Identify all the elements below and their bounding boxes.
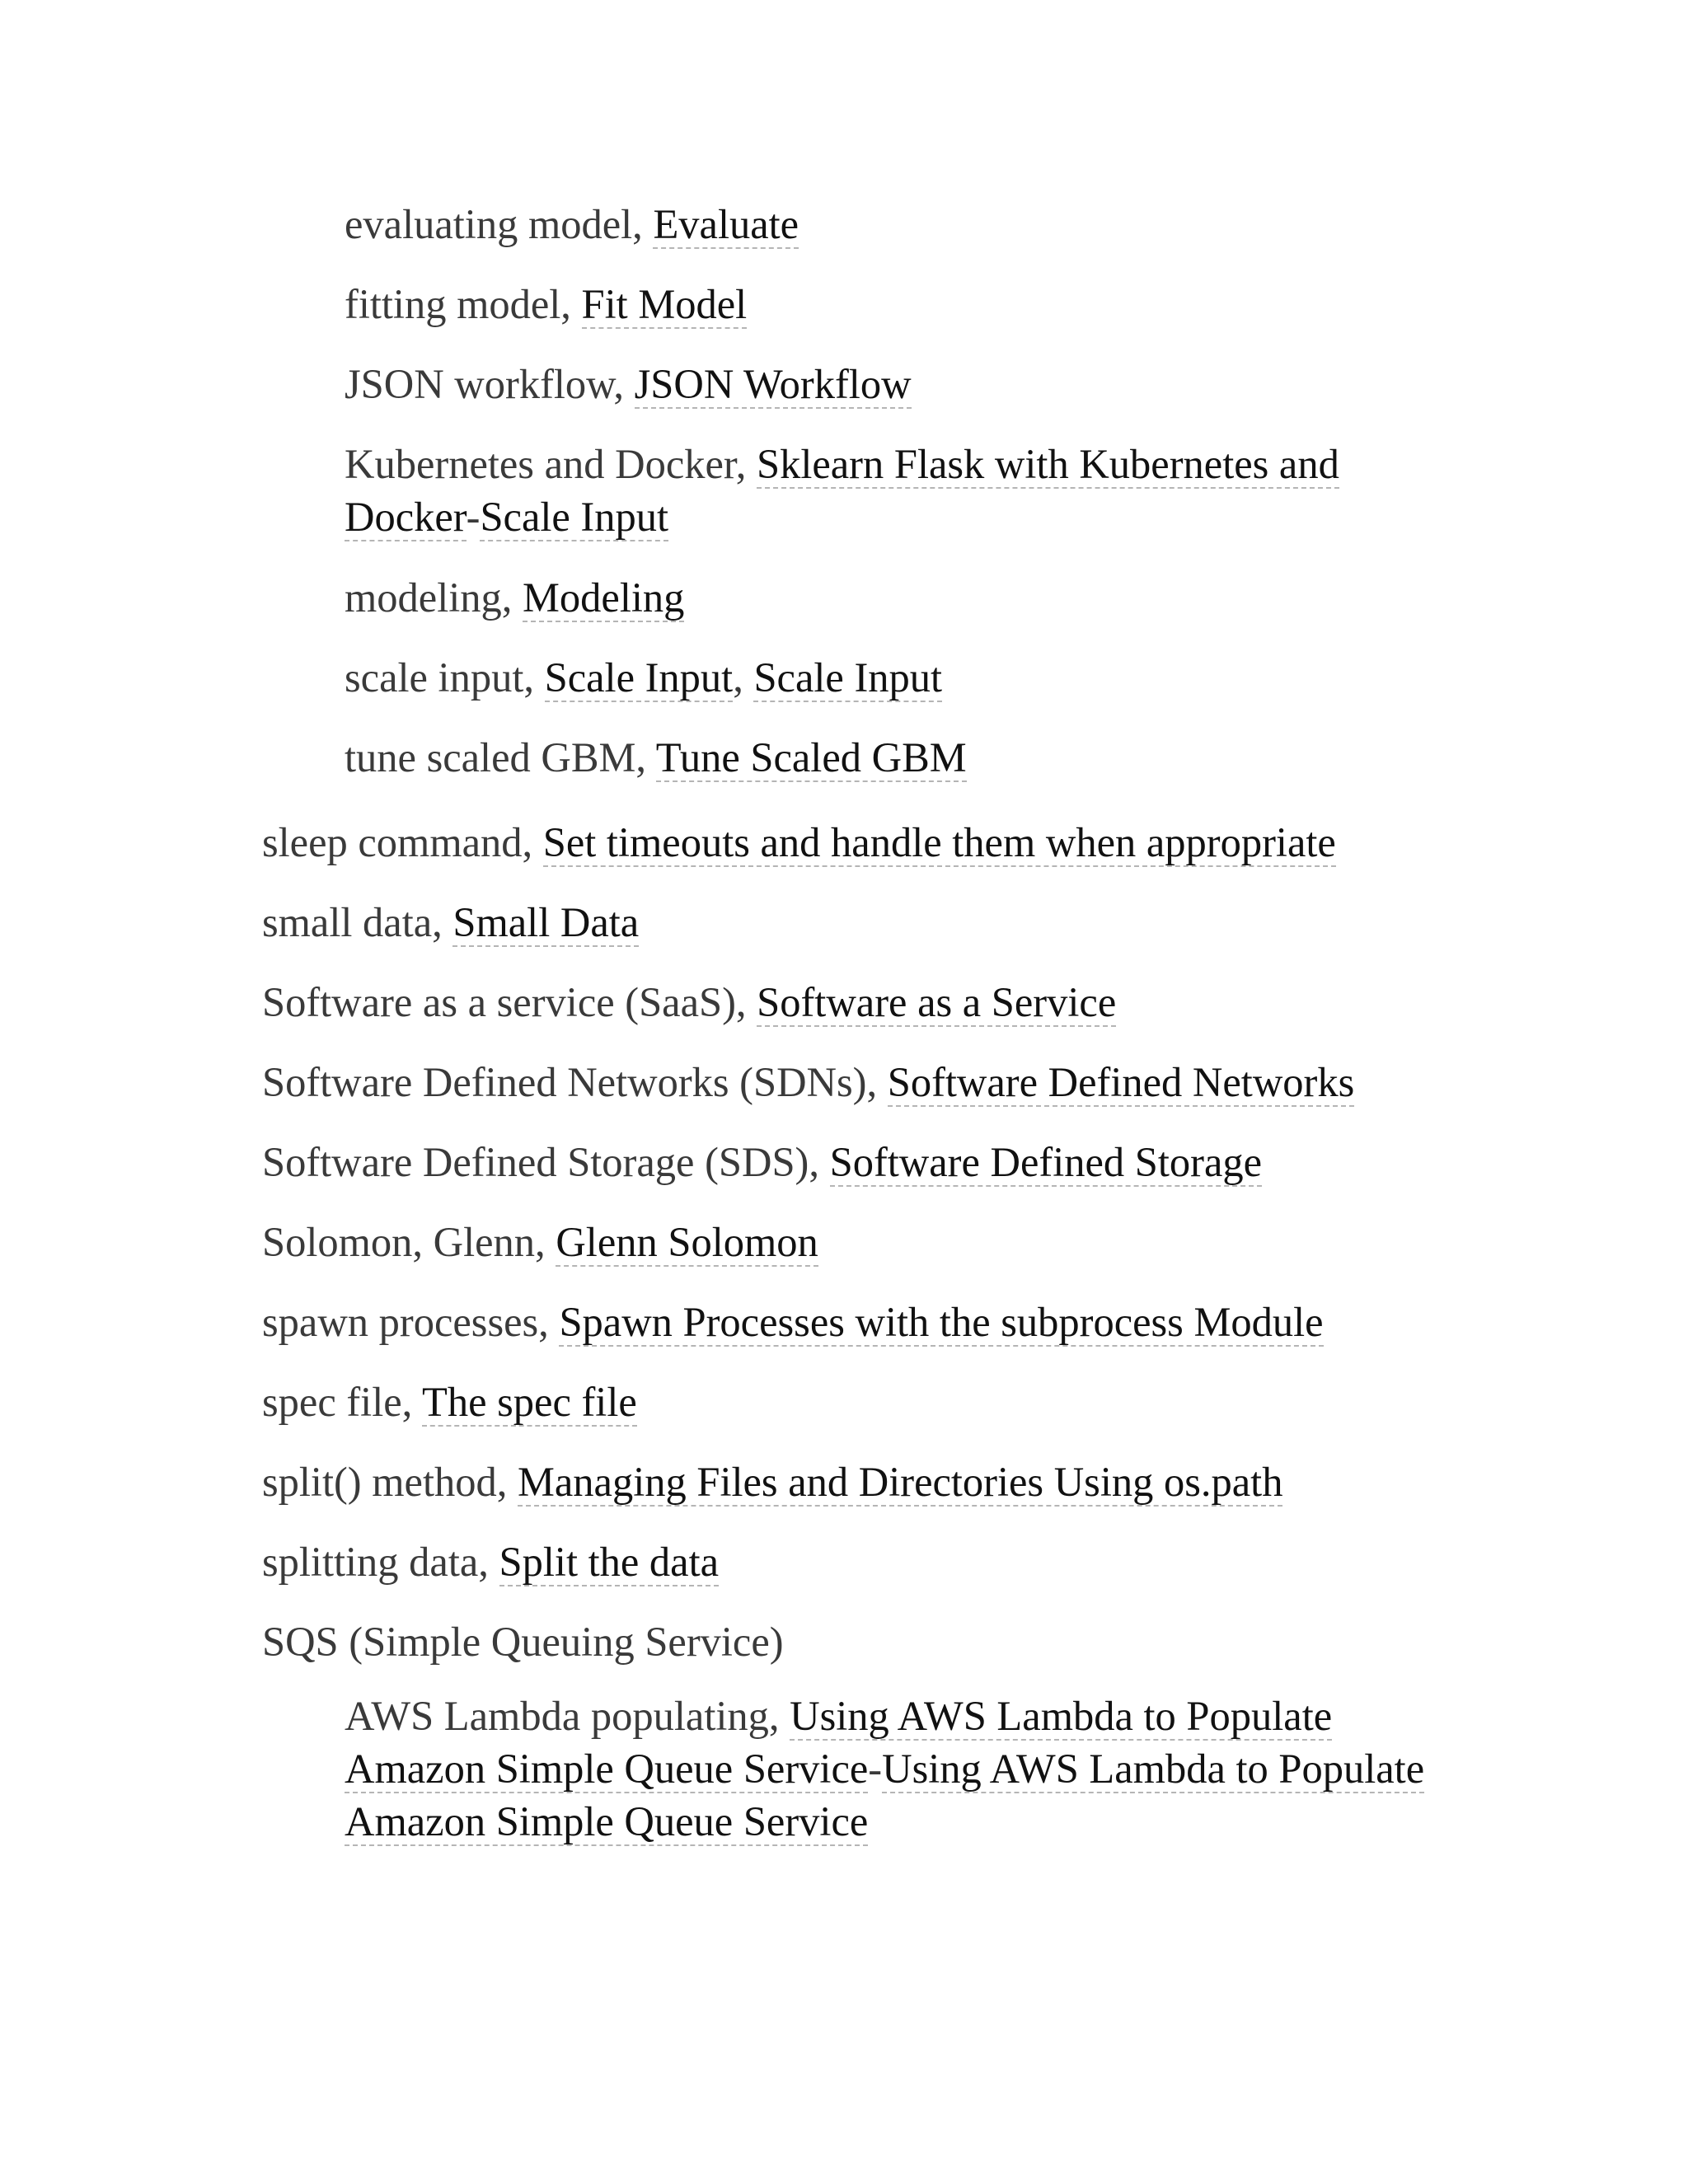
index-link[interactable]: Glenn Solomon [556,1219,818,1265]
index-link[interactable]: Software Defined Storage [829,1139,1263,1185]
index-term: Software as a service (SaaS), [262,979,757,1025]
index-entry [345,438,1432,543]
index-link[interactable]: Scale Input [480,494,669,540]
index-entry [262,1615,1432,1668]
index-term: JSON workflow, [345,361,635,407]
index-link[interactable]: Docker [345,494,467,540]
index-separator: - [466,494,481,540]
index-entry [345,198,1432,251]
index-link[interactable]: Using AWS Lambda to Populate [790,1693,1333,1739]
index-entry [345,358,1432,410]
index-link[interactable]: Spawn Processes with the subprocess Module [559,1299,1324,1345]
index-link[interactable]: Managing Files and Directories Using os.path [517,1459,1283,1505]
index-entry [262,816,1432,869]
index-entry [345,571,1432,624]
index-term: Software Defined Networks (SDNs), [262,1059,888,1105]
index-link[interactable]: Amazon Simple Queue Service [345,1798,869,1844]
index-term: sleep command, [262,819,543,865]
index-link[interactable]: Tune Scaled GBM [655,734,967,780]
index-term: Solomon, Glenn, [262,1219,556,1265]
index-term: Software Defined Storage (SDS), [262,1139,830,1185]
index-link[interactable]: Amazon Simple Queue Service [345,1746,869,1792]
index-entry [262,1136,1432,1188]
index-term: evaluating model, [345,201,654,247]
index-link[interactable]: Split the data [499,1539,720,1585]
index-term: modeling, [345,574,523,621]
index-separator: , [733,654,754,701]
index-separator: - [868,1746,883,1792]
index-link[interactable]: Modeling [523,574,685,621]
index-term: splitting data, [262,1539,499,1585]
index-term: spawn processes, [262,1299,560,1345]
index-link[interactable]: JSON Workflow [634,361,912,407]
index-link[interactable]: Using AWS Lambda to Populate [882,1746,1425,1792]
index-term: split() method, [262,1459,518,1505]
index-term: small data, [262,899,453,945]
index-link[interactable]: Set timeouts and handle them when appropriate [542,819,1336,865]
index-entry [262,1535,1432,1588]
index-link[interactable]: Software as a Service [757,979,1117,1025]
index-term: SQS (Simple Queuing Service) [262,1619,784,1665]
index-link[interactable]: Evaluate [653,201,799,247]
index-link[interactable]: Scale Input [544,654,734,701]
index-entry [262,896,1432,949]
index-link[interactable]: The spec file [422,1379,637,1425]
index-entry [262,1056,1432,1108]
index-entry [262,1296,1432,1348]
index-entry [345,278,1432,330]
index-term: scale input, [345,654,545,701]
index-entry [345,651,1432,704]
index-link[interactable]: Sklearn Flask with Kubernetes and [756,441,1339,487]
index-entry [262,1376,1432,1428]
index-term: Kubernetes and Docker, [345,441,757,487]
index-entry [262,976,1432,1029]
index-term: tune scaled GBM, [345,734,656,780]
index-entry [345,731,1432,784]
index-link[interactable]: Software Defined Networks [887,1059,1355,1105]
index-entry [262,1216,1432,1268]
index-term: AWS Lambda populating, [345,1693,790,1739]
index-link[interactable]: Small Data [452,899,640,945]
index-link[interactable]: Fit Model [581,281,748,327]
index-entry [262,1455,1432,1508]
index-entry [345,1690,1432,1848]
index-term: fitting model, [345,281,582,327]
index-term: spec file, [262,1379,422,1425]
index-link[interactable]: Scale Input [753,654,943,701]
